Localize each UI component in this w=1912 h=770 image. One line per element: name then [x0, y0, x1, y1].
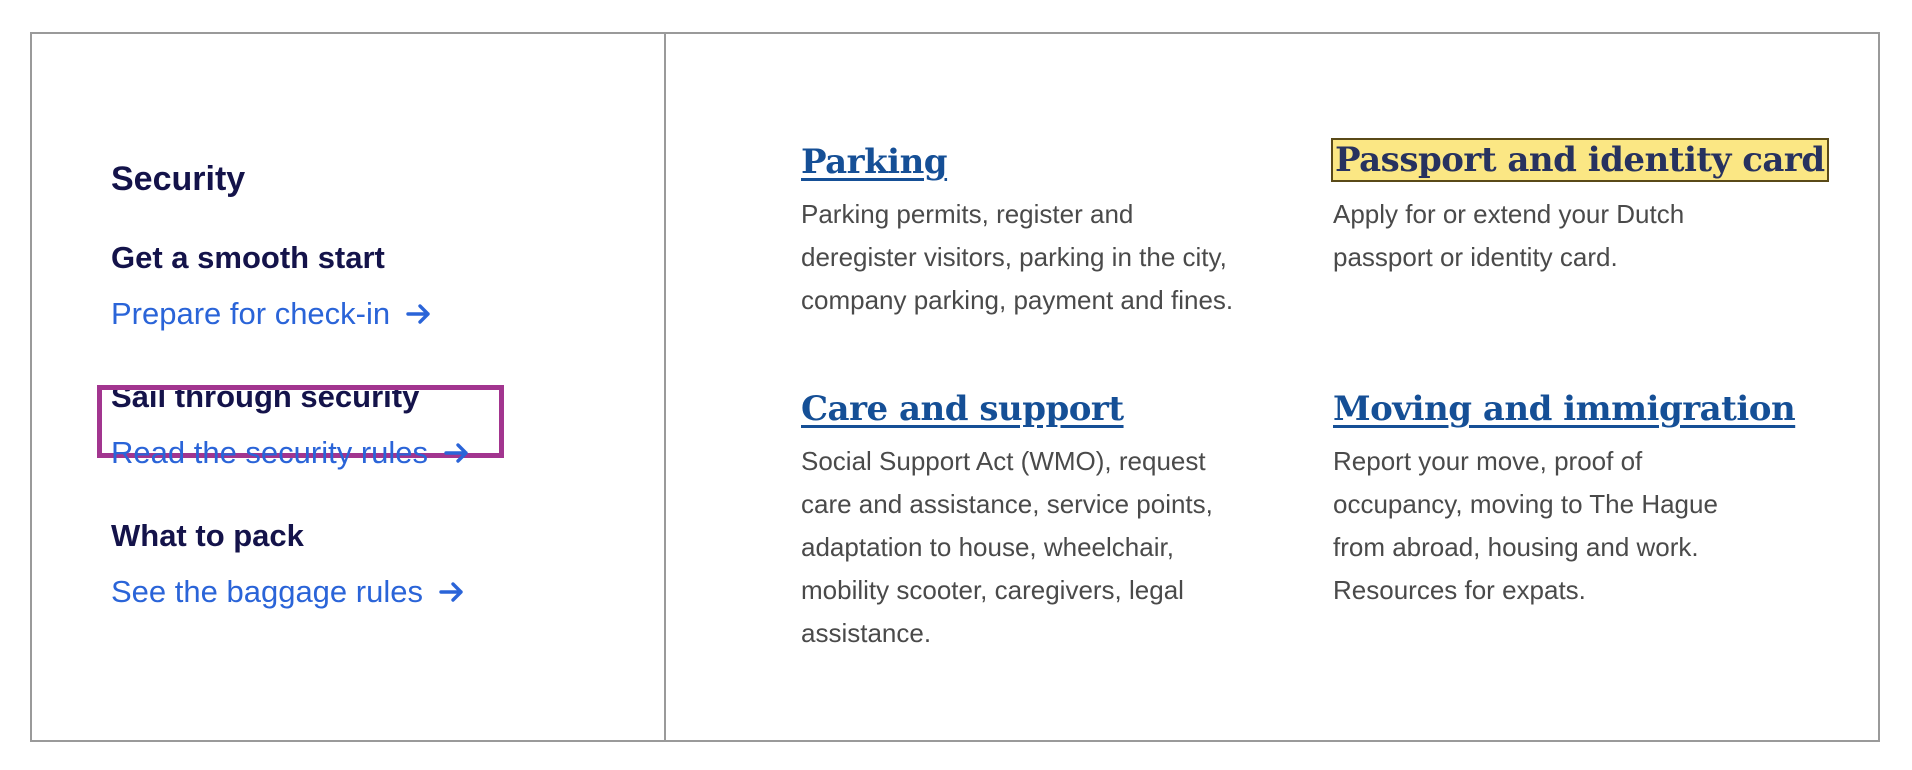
arrow-right-icon — [444, 441, 470, 465]
moving-immigration-link[interactable]: Moving and immigration — [1333, 389, 1796, 429]
link-label: Read the security rules — [111, 435, 429, 470]
arrow-right-icon — [439, 580, 465, 604]
link-label: Prepare for check-in — [111, 296, 391, 331]
parking-link[interactable]: Parking — [801, 142, 948, 182]
group-title-what-to-pack: What to pack — [111, 518, 304, 553]
care-support-link[interactable]: Care and support — [801, 389, 1124, 429]
group-title-sail-through-security: Sail through security — [111, 379, 420, 414]
care-support-description: Social Support Act (WMO), request care and assistance, service points, adaptation to house, wheelchair, mobility scooter, caregivers, legal assistance. — [801, 446, 1213, 648]
passport-identity-card-link[interactable]: Passport and identity card — [1331, 138, 1829, 182]
parking-description: Parking permits, register and deregister visitors, parking in the city, company parking, payment and fines. — [801, 199, 1234, 315]
arrow-right-icon — [406, 302, 432, 326]
prepare-check-in-link[interactable] — [111, 296, 432, 332]
panel-divider — [664, 34, 666, 740]
group-title-smooth-start: Get a smooth start — [111, 240, 385, 275]
moving-immigration-description: Report your move, proof of occupancy, moving to The Hague from abroad, housing and work. Resources for expats. — [1333, 446, 1718, 605]
link-label: See the baggage rules — [111, 574, 423, 609]
passport-description: Apply for or extend your Dutch passport or identity card. — [1333, 199, 1685, 272]
security-heading: Security — [111, 160, 246, 198]
baggage-rules-link[interactable] — [111, 574, 465, 610]
security-rules-link[interactable] — [111, 435, 470, 471]
